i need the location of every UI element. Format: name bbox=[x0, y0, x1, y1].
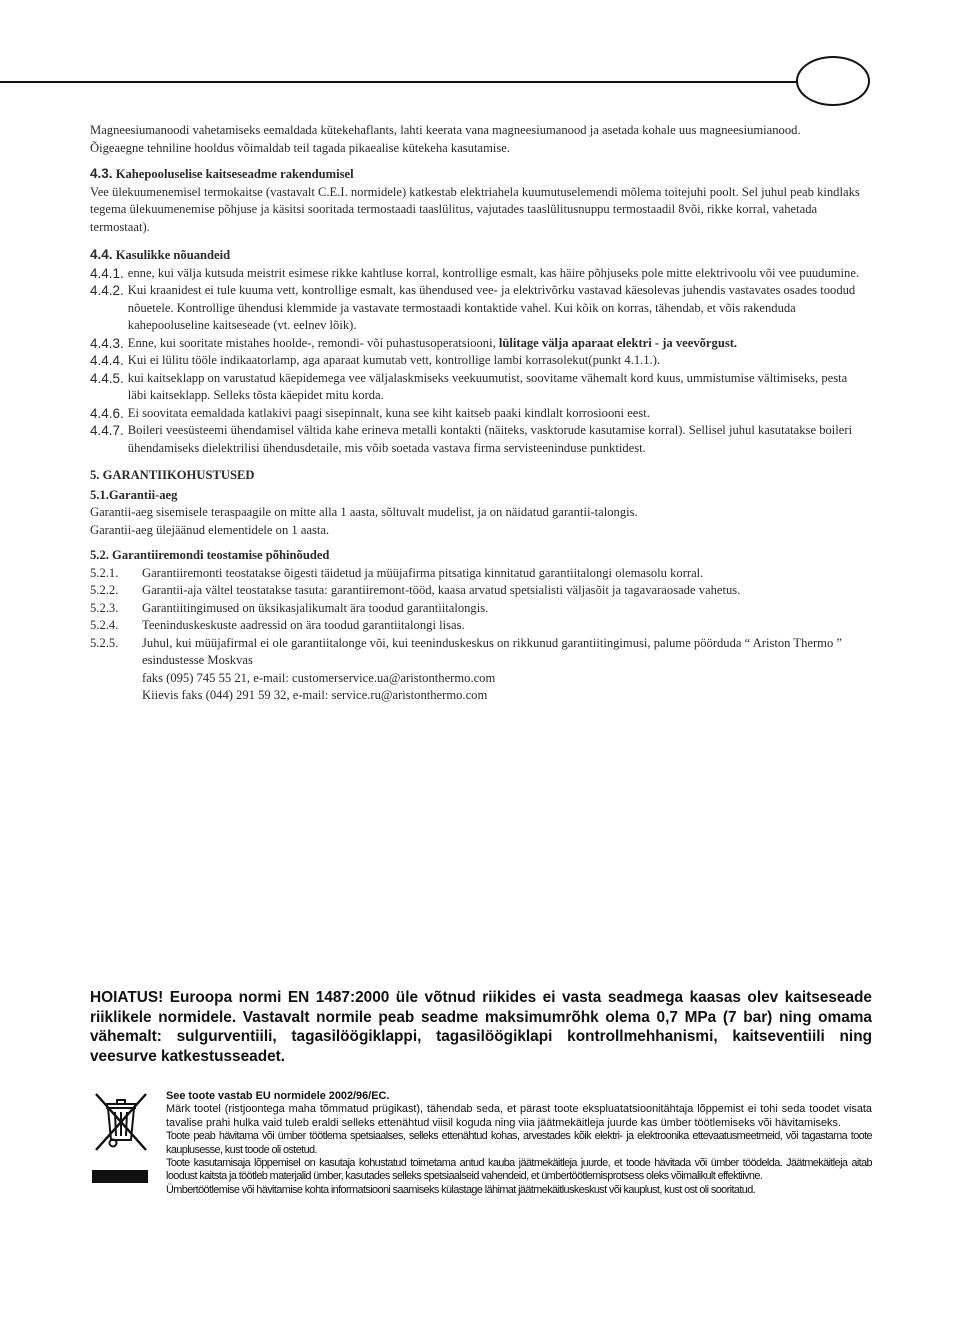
item-text-bold: lülitage välja aparaat elektri - ja veevõrgust. bbox=[498, 335, 738, 350]
item-text: Garantiiremonti teostatakse õigesti täidetud ja müüjafirma pitsatiga kinnitatud garantiitalongi olemasolu korral. bbox=[142, 565, 704, 580]
item-number: 5.2.5. bbox=[90, 635, 119, 650]
item-text: Juhul, kui müüjafirmal ei ole garantiitalonge või, kui teeninduskeskus on rikkunud garantiitingimusi, palume pöörduda “ Ariston Thermo ” esindustesse Moskvas bbox=[142, 635, 842, 667]
item-number: 5.2.3. bbox=[90, 600, 119, 615]
intro-line-1: Magneesiumanoodi vahetamiseks eemaldada kütekehaflants, lahti keerata vana magneesiumanood ja asetada kohale uus magneesiumianood. bbox=[90, 123, 801, 137]
section-5-1-heading: 5.1.Garantii-aeg bbox=[90, 487, 178, 502]
item-text: Teeninduskeskuste aadressid on ära toodud garantiitalongi lisas. bbox=[142, 618, 465, 632]
section-4-4-heading bbox=[90, 246, 866, 265]
item-number: 4.4.6. bbox=[90, 405, 124, 421]
page-number-oval bbox=[796, 56, 870, 106]
item-text-wrapper bbox=[142, 635, 866, 705]
item-text: Kui ei lülitu tööle indikaatorlamp, aga aparaat kumutab vett, kontrollige lambi korrasolekut(punkt 4.1.1.). bbox=[127, 353, 661, 367]
list-item bbox=[90, 617, 866, 635]
section-number: 4.4. bbox=[90, 247, 113, 262]
contact-line-2: Kiievis faks (044) 291 59 32, e-mail: service.ru@aristonthermo.com bbox=[142, 688, 488, 702]
section-4-3-heading bbox=[90, 165, 866, 184]
section-5-1-line-1: Garantii-aeg sisemisele teraspaagile on mitte alla 1 aasta, sõltuvalt mudelist, ja on näidatud garantii-talongis. bbox=[90, 505, 638, 519]
item-number: 4.4.5. bbox=[90, 370, 124, 386]
weee-title: See toote vastab EU normidele 2002/96/EC. bbox=[166, 1090, 390, 1102]
manual-body bbox=[90, 122, 866, 705]
item-number: 4.4.3. bbox=[90, 335, 124, 351]
section-4-3-text: Vee ülekuumenemisel termokaitse (vastavalt C.E.I. normidele) katkestab elektriahela kuumutuselemendi mõlema toitejuhi poolt. Sel juhul peab kindlaks tegema ülekuumenemise põhjuse ja käsitsi sooritada termostaadi taaslülitus, vajutades taaslülitusnuppu termostaadil 8või, rikke korral, vahetada termostaat). bbox=[90, 184, 860, 234]
header-rule bbox=[0, 81, 806, 83]
list-item bbox=[90, 582, 866, 600]
weee-paragraph-4: Ümbertöötlemise või hävitamise kohta informatsiooni saamiseks külastage lähimat jäätmekäitluskeskust või kauplust, kust ost oli sooritatud. bbox=[166, 1183, 756, 1196]
weee-paragraph-2: Toote peab hävitama või ümber töötlema spetsiaalses, selleks ettenähtud kohas, arvestades kõik elektri- ja elektroonika ettevaatusmeetmeid, või tagastama toote kauplusesse, kust toode oli ostetud. bbox=[166, 1130, 872, 1156]
item-text: kui kaitseklapp on varustatud käepidemega vee väljalaskmiseks veekuumutist, soovitame vähemalt kord kuus, ummistumise vältimiseks, pesta läbi kaitseklapp. Selleks tõsta käepidet mitu korda. bbox=[127, 370, 848, 402]
section-5-heading: 5. GARANTIIKOHUSTUSED bbox=[90, 468, 255, 482]
section-title: Kasulikke nõuandeid bbox=[115, 248, 231, 262]
list-item bbox=[90, 282, 866, 335]
weee-paragraph-3: Toote kasutamisaja lõppemisel on kasutaja kohustatud toimetama antud kauba jäätmekäitleja juurde, et toode hävitada või ümber töödelda. Jäätmekäitleja aitab loodust kaitsta ja töötleb materjalid ümber, kasutades selleks spetsiaalseid vahendeid, et ümbertöötlemisprotsess oleks võimalikult effektiivne. bbox=[166, 1157, 872, 1183]
item-text: enne, kui välja kutsuda meistrit esimese rikke kahtluse korral, kontrollige esmalt, kas häire põhjuseks pole mitte elektrivoolu või vee puudumine. bbox=[127, 265, 860, 280]
item-text: Garantii-aja vältel teostatakse tasuta: garantiiremont-tööd, kaasa arvatud spetsialisti väljasõit ja tagavaraosade vahetus. bbox=[142, 583, 741, 597]
contact-line-1: faks (095) 745 55 21, e-mail: customerservice.ua@aristonthermo.com bbox=[142, 670, 496, 685]
item-text: Boileri veesüsteemi ühendamisel vältida kahe erineva metalli kontakti (näiteks, vasktorude kasutamise korral). Sellisel juhul kasutatakse boileri ühendamiseks dielektrilisi ühendusdetaile, mis võib soetada vastava firma servisteeninduse punktidest. bbox=[127, 423, 853, 455]
section-title: Kahepooluselise kaitseseadme rakendumisel bbox=[115, 167, 354, 181]
item-text: Ei soovitata eemaldada katlakivi paagi sisepinnalt, kuna see kiht kaitseb paaki kindlalt korrosiooni eest. bbox=[127, 405, 650, 420]
item-number: 5.2.1. bbox=[90, 565, 119, 580]
item-number: 4.4.2. bbox=[90, 283, 124, 298]
item-number: 4.4.1. bbox=[90, 265, 124, 281]
item-number: 4.4.4. bbox=[90, 353, 124, 368]
list-item bbox=[90, 600, 866, 618]
list-item bbox=[90, 370, 866, 405]
section-5-2-heading: 5.2. Garantiiremondi teostamise põhinõuded bbox=[90, 548, 330, 562]
section-number: 4.3. bbox=[90, 166, 113, 181]
warning-text: HOIATUS! Euroopa normi EN 1487:2000 üle võtnud riikides ei vasta seadmega kaasas olev kaitseseade riiklikele normidele. Vastavalt normile peab seadme maksimumrõhk olema 0,7 MPa (7 bar) ning omama vähemalt: sulgurventiili, tagasilöögiklappi, tagasilöögiklapi kontrollmehhanismi, kaitseventiili ning veesurve katkestusseadet. bbox=[90, 989, 872, 1065]
item-number: 5.2.4. bbox=[90, 618, 119, 632]
crossed-out-wheelie-bin-icon bbox=[90, 1090, 150, 1184]
weee-paragraph-1: Märk tootel (ristjoontega maha tõmmatud prügikast), tähendab seda, et pärast toote ekspluatatsioonitähtaja lõppemist ei tohi seda toodet visata tavalise prahi hulka vaid tuleb eraldi selleks ettenähtud viisil koguda ning viia jäätmekäitleja juurde kas ümber töötlemiseks või hävitamiseks. bbox=[166, 1103, 872, 1129]
list-item bbox=[90, 335, 866, 353]
section-5-1-line-2: Garantii-aeg ülejäänud elementidele on 1 aasta. bbox=[90, 522, 330, 537]
item-text: Enne, kui sooritate mistahes hoolde-, remondi- või puhastusoperatsiooni, bbox=[127, 335, 496, 350]
item-text-wrapper bbox=[128, 335, 866, 353]
intro-line-2: Õigeaegne tehniline hooldus võimaldab teil tagada pikaealise kütekeha kasutamise. bbox=[90, 140, 511, 155]
list-item bbox=[90, 422, 866, 457]
item-text: Garantiitingimused on üksikasjalikumalt ära toodud garantiitalongis. bbox=[142, 600, 489, 615]
item-number: 4.4.7. bbox=[90, 423, 124, 438]
list-item bbox=[90, 565, 866, 583]
list-item bbox=[90, 352, 866, 370]
list-item bbox=[90, 635, 866, 705]
item-number: 5.2.2. bbox=[90, 583, 119, 597]
list-item bbox=[90, 265, 866, 283]
list-item bbox=[90, 405, 866, 423]
item-text: Kui kraanidest ei tule kuuma vett, kontrollige esmalt, kas ühendused vee- ja elektrivõrku vastavad käesolevas juhendis vastavates osades toodud nõuetele. Kontrollige ühendusi klemmide ja vastavate termostaadi kontaktide vahel. Kui kõik on korras, tähendab, et võis rakenduda kahepooluseline kaitseseade (vt. eelnev lõik). bbox=[127, 283, 856, 332]
weee-notice bbox=[166, 1090, 872, 1197]
